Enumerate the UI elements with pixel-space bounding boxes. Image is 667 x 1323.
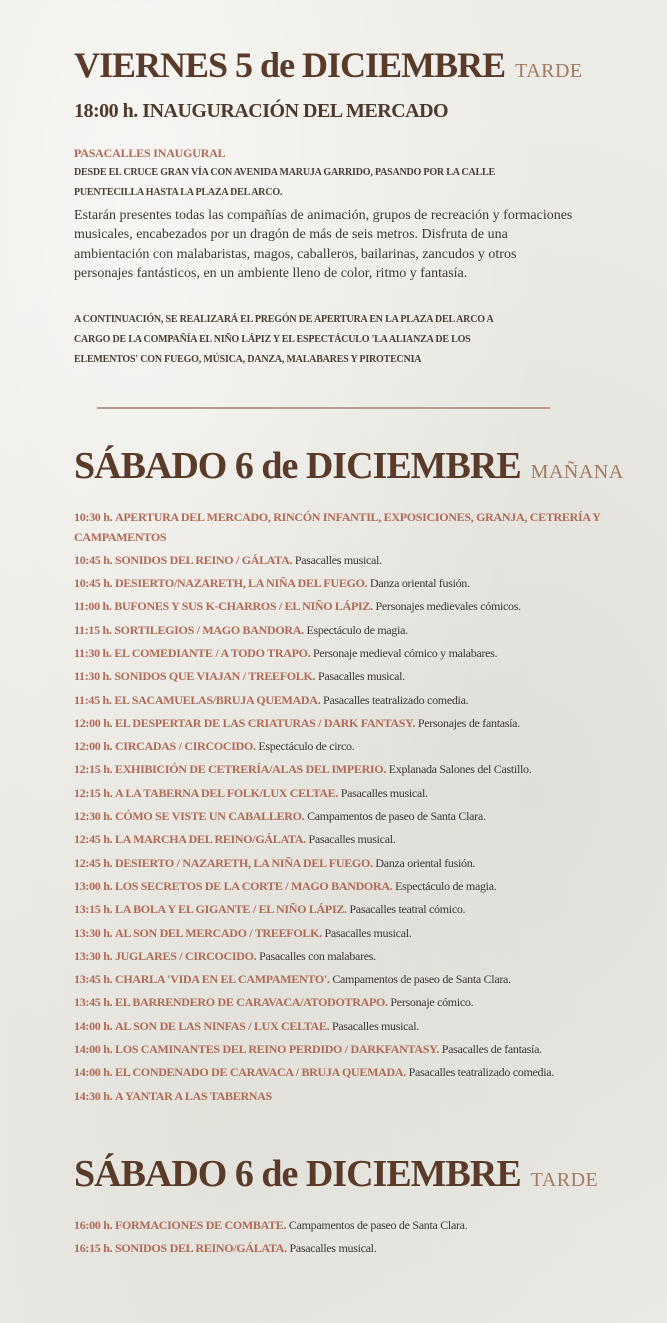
schedule-time: 13:30 h.	[74, 925, 113, 940]
schedule-item	[74, 1216, 614, 1236]
friday-label: PASACALLES INAUGURAL	[74, 146, 226, 160]
schedule-item	[74, 1063, 614, 1083]
schedule-time: 12:15 h.	[74, 785, 113, 800]
schedule-time: 12:45 h.	[74, 855, 113, 870]
friday-route-line2: PUENTECILLA HASTA LA PLAZA DEL ARCO.	[74, 187, 283, 198]
schedule-time: 13:30 h.	[74, 948, 113, 963]
schedule-description: Personaje medieval cómico y malabares.	[313, 645, 498, 660]
saturday-morning-heading-text: SÁBADO 6 de DICIEMBRE	[74, 445, 521, 487]
schedule-description: Pasacalles de fantasía.	[441, 1042, 542, 1057]
schedule-time: 13:45 h.	[74, 972, 113, 987]
schedule-title: FORMACIONES DE COMBATE.	[114, 1218, 287, 1232]
schedule-description: Pasacalles con malabares.	[259, 948, 376, 963]
schedule-time: 14:00 h.	[74, 1042, 113, 1057]
schedule-item	[74, 1040, 614, 1060]
schedule-time: 11:30 h.	[74, 645, 112, 660]
schedule-item	[74, 1239, 614, 1259]
schedule-title: A YANTAR A LAS TABERNAS	[114, 1088, 272, 1103]
schedule-title: LA BOLA Y EL GIGANTE / EL NIÑO LÁPIZ.	[114, 902, 347, 917]
schedule-description: Pasacalles musical.	[332, 1018, 419, 1033]
friday-description: Estarán presentes todas las compañías de animación, grupos de recreación y formaciones musicales, encabezados por un dragón de más de seis metros. Disfruta de una ambientación con malabaristas, magos, caballeros, bailarinas, zancudos y otros personajes fantásticos, en un ambiente lleno de color, ritmo y fantasía.	[74, 208, 573, 282]
schedule-time: 11:15 h.	[74, 622, 112, 637]
schedule-title: LOS SECRETOS DE LA CORTE / MAGO BANDORA.	[114, 878, 393, 893]
schedule-time: 14:30 h.	[74, 1088, 113, 1103]
schedule-title: SORTILEGIOS / MAGO BANDORA.	[114, 622, 304, 637]
schedule-title: SONIDOS DEL REINO / GÁLATA.	[114, 552, 293, 567]
schedule-title: CHARLA 'VIDA EN EL CAMPAMENTO'.	[114, 972, 330, 987]
friday-closing	[74, 310, 574, 370]
schedule-description: Danza oriental fusión.	[370, 576, 470, 591]
schedule-description: Campamentos de paseo de Santa Clara.	[332, 972, 511, 987]
saturday-morning-tag: MAÑANA	[530, 461, 624, 483]
section-divider	[97, 407, 550, 409]
schedule-time: 11:45 h.	[74, 692, 112, 707]
schedule-description: Pasacalles musical.	[317, 669, 405, 684]
friday-closing-line2: CARGO DE LA COMPAÑÍA EL NIÑO LÁPIZ Y EL ESPECTÁCULO 'LA ALIANZA DE LOS	[74, 334, 471, 345]
schedule-time: 12:30 h.	[74, 809, 113, 824]
saturday-afternoon-schedule	[74, 1216, 614, 1263]
schedule-item	[74, 667, 614, 687]
schedule-title: DESIERTO/NAZARETH, LA NIÑA DEL FUEGO.	[114, 576, 368, 591]
schedule-item	[74, 1087, 614, 1107]
schedule-item	[74, 970, 614, 990]
schedule-item	[74, 1017, 614, 1037]
schedule-description: Pasacalles musical.	[340, 785, 428, 800]
schedule-item	[74, 737, 614, 757]
schedule-item	[74, 551, 614, 571]
friday-heading-text: VIERNES 5 de DICIEMBRE	[74, 45, 506, 85]
schedule-description: Pasacalles musical.	[308, 832, 396, 847]
friday-subheading: 18:00 h. INAUGURACIÓN DEL MERCADO	[74, 100, 449, 122]
schedule-description: Pasacalles teatralizado comedia.	[322, 692, 469, 707]
friday-heading	[74, 44, 583, 86]
schedule-title: SONIDOS QUE VIAJAN / TREEFOLK.	[114, 669, 316, 684]
schedule-time: 13:00 h.	[74, 878, 113, 893]
schedule-title: APERTURA DEL MERCADO, RINCÓN INFANTIL, EXPOSICIONES, GRANJA, CETRERÍA Y CAMPAMENTOS	[74, 510, 601, 544]
schedule-title: EL BARRENDERO DE CARAVACA/ATODOTRAPO.	[114, 995, 388, 1010]
schedule-item	[74, 597, 614, 617]
schedule-description: Pasacalles musical.	[324, 925, 412, 940]
friday-closing-line1: A CONTINUACIÓN, SE REALIZARÁ EL PREGÓN DE APERTURA EN LA PLAZA DEL ARCO A	[74, 314, 494, 325]
schedule-item	[74, 924, 614, 944]
schedule-item	[74, 807, 614, 827]
schedule-time: 12:45 h.	[74, 832, 113, 847]
schedule-item	[74, 760, 614, 780]
schedule-title: EL SACAMUELAS/BRUJA QUEMADA.	[114, 692, 321, 707]
schedule-item	[74, 947, 614, 967]
schedule-title: BUFONES Y SUS K-CHARROS / EL NIÑO LÁPIZ.	[114, 599, 373, 614]
schedule-item	[74, 621, 614, 641]
schedule-item	[74, 877, 614, 897]
schedule-item	[74, 854, 614, 874]
saturday-afternoon-heading	[74, 1152, 598, 1196]
schedule-description: Danza oriental fusión.	[375, 855, 476, 870]
schedule-time: 16:15 h.	[74, 1241, 113, 1256]
schedule-time: 11:00 h.	[74, 599, 112, 614]
schedule-item	[74, 644, 614, 664]
schedule-description: Pasacalles musical.	[289, 1241, 377, 1256]
schedule-time: 13:45 h.	[74, 995, 113, 1010]
schedule-title: SONIDOS DEL REINO/GÁLATA.	[114, 1241, 287, 1256]
friday-closing-line3: ELEMENTOS' CON FUEGO, MÚSICA, DANZA, MALABARES Y PIROTECNIA	[74, 354, 422, 365]
schedule-title: CÓMO SE VISTE UN CABALLERO.	[114, 809, 305, 824]
schedule-title: EL COMEDIANTE / A TODO TRAPO.	[114, 645, 311, 660]
schedule-item	[74, 784, 614, 804]
schedule-description: Campamentos de paseo de Santa Clara.	[307, 809, 486, 824]
schedule-time: 14:00 h.	[74, 1018, 113, 1033]
schedule-title: LOS CAMINANTES DEL REINO PERDIDO / DARKFANTASY.	[114, 1042, 440, 1057]
schedule-time: 11:30 h.	[74, 669, 112, 684]
schedule-title: EL CONDENADO DE CARAVACA / BRUJA QUEMADA.	[114, 1065, 406, 1080]
schedule-description: Personajes de fantasía.	[417, 715, 520, 730]
schedule-title: DESIERTO / NAZARETH, LA NIÑA DEL FUEGO.	[114, 855, 373, 870]
schedule-time: 10:45 h.	[74, 552, 113, 567]
schedule-item	[74, 691, 614, 711]
schedule-item	[74, 993, 614, 1013]
schedule-time: 12:00 h.	[74, 739, 113, 754]
schedule-time: 14:00 h.	[74, 1065, 113, 1080]
schedule-item	[74, 900, 614, 920]
schedule-time: 12:00 h.	[74, 715, 113, 730]
schedule-item	[74, 830, 614, 850]
schedule-item	[74, 714, 614, 734]
schedule-description: Espectáculo de circo.	[258, 739, 355, 754]
saturday-morning-schedule	[74, 508, 614, 1110]
schedule-title: CIRCADAS / CIRCOCIDO.	[114, 739, 256, 754]
schedule-title: A LA TABERNA DEL FOLK/LUX CELTAE.	[114, 785, 339, 800]
friday-route-line1: DESDE EL CRUCE GRAN VÍA CON AVENIDA MARUJA GARRIDO, PASANDO POR LA CALLE	[74, 167, 495, 178]
saturday-afternoon-tag: TARDE	[530, 1169, 599, 1191]
schedule-description: Campamentos de paseo de Santa Clara.	[288, 1218, 468, 1232]
schedule-description: Personajes medievales cómicos.	[375, 599, 521, 614]
schedule-description: Explanada Salones del Castillo.	[388, 762, 532, 777]
schedule-description: Espectáculo de magia.	[306, 622, 408, 637]
schedule-title: LA MARCHA DEL REINO/GÁLATA.	[114, 832, 306, 847]
schedule-title: EL DESPERTAR DE LAS CRIATURAS / DARK FANTASY.	[114, 715, 416, 730]
schedule-title: EXHIBICIÓN DE CETRERÍA/ALAS DEL IMPERIO.	[114, 762, 387, 777]
schedule-description: Pasacalles teatral cómico.	[349, 902, 466, 917]
schedule-description: Pasacalles teatralizado comedia.	[408, 1065, 554, 1080]
schedule-item	[74, 574, 614, 594]
saturday-afternoon-heading-text: SÁBADO 6 de DICIEMBRE	[74, 1153, 521, 1195]
schedule-description: Personaje cómico.	[390, 995, 474, 1010]
schedule-title: AL SON DEL MERCADO / TREEFOLK.	[114, 925, 322, 940]
friday-route	[74, 143, 574, 203]
schedule-time: 10:30 h.	[74, 510, 113, 524]
saturday-morning-heading	[74, 444, 624, 488]
schedule-time: 12:15 h.	[74, 762, 113, 777]
schedule-description: Pasacalles musical.	[294, 552, 382, 567]
schedule-time: 13:15 h.	[74, 902, 113, 917]
schedule-time: 10:45 h.	[74, 576, 113, 591]
schedule-title: JUGLARES / CIRCOCIDO.	[114, 948, 257, 963]
friday-tag: TARDE	[515, 60, 583, 82]
schedule-description: Espectáculo de magia.	[395, 878, 497, 893]
schedule-title: AL SON DE LAS NINFAS / LUX CELTAE.	[114, 1018, 330, 1033]
schedule-item	[74, 508, 614, 547]
schedule-time: 16:00 h.	[74, 1218, 113, 1232]
